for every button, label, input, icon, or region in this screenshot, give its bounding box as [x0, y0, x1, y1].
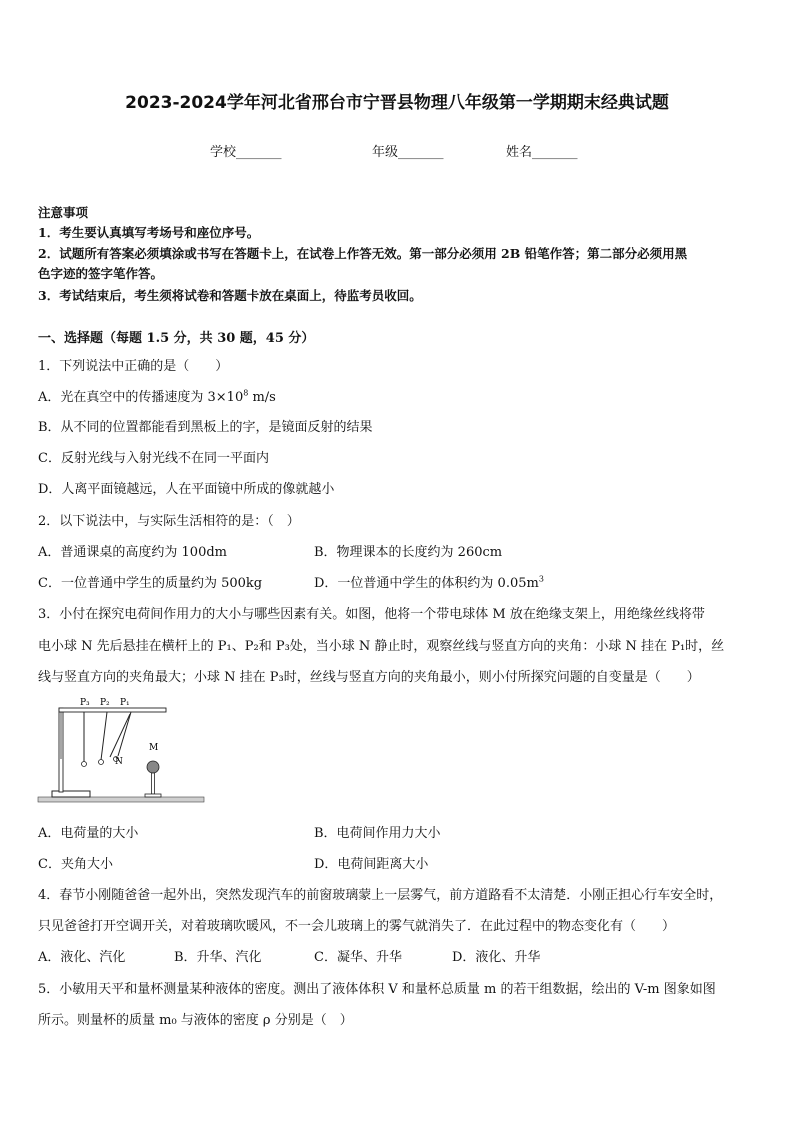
q3-option-b: B．电荷间作用力大小	[314, 826, 441, 841]
school-field: 学校_______	[210, 145, 282, 160]
q2-stem: 2．以下说法中，与实际生活相符的是：（ ）	[38, 514, 300, 529]
q1-stem: 1．下列说法中正确的是（ ）	[38, 359, 229, 374]
page-title: 2023-2024学年河北省邢台市宁晋县物理八年级第一学期期末经典试题	[125, 93, 669, 113]
q3-stem-line3: 线与竖直方向的夹角最大；小球 N 挂在 P₃时，丝线与竖直方向的夹角最小，则小付所探究问题的自变量是（ ）	[38, 670, 700, 685]
q1-option-a: A．光在真空中的传播速度为 $3\times 10^8$ m/s	[38, 388, 276, 405]
ball-m	[147, 761, 159, 773]
label-m: M	[149, 743, 159, 753]
ground-surface	[38, 797, 204, 802]
q1-option-c: C．反射光线与入射光线不在同一平面内	[38, 451, 269, 466]
note-item-3: 3．考试结束后，考生须将试卷和答题卡放在桌面上，待监考员收回。	[38, 288, 422, 303]
label-n: N	[115, 757, 123, 767]
q5-stem-line2: 所示。则量杯的质量 m₀ 与液体的密度 ρ 分别是（ ）	[38, 1013, 353, 1028]
post-base	[145, 794, 161, 797]
note-item-2-cont: 色字迹的签字笔作答。	[38, 266, 164, 281]
q2-option-d: D．一位普通中学生的体积约为 $0.05m^3$	[314, 574, 544, 591]
q3-option-d: D．电荷间距离大小	[314, 857, 429, 872]
thread-p1	[118, 712, 131, 756]
grade-field: 年级_______	[372, 145, 444, 160]
q4-option-c: C．凝华、升华	[314, 950, 402, 965]
label-p1: P₁	[120, 698, 130, 708]
thread-p2	[101, 712, 107, 760]
label-p3: P₃	[80, 698, 90, 708]
name-field: 姓名_______	[506, 145, 578, 160]
note-item-1: 1．考生要认真填写考场号和座位序号。	[38, 225, 260, 240]
q2-option-a: A．普通课桌的高度约为 100dm	[38, 545, 227, 560]
q4-option-b: B．升华、汽化	[174, 950, 262, 965]
q1-option-d: D．人离平面镜越远，人在平面镜中所成的像就越小	[38, 482, 335, 497]
insulating-post	[152, 773, 155, 794]
q5-stem-line1: 5．小敏用天平和量杯测量某种液体的密度。测出了液体体积 V 和量杯总质量 m 的若干组数据，绘出的 V-m 图象如图	[38, 982, 716, 997]
q4-option-d: D．液化、升华	[452, 950, 541, 965]
notes-heading: 注意事项	[38, 205, 89, 220]
ball-n-p3	[82, 762, 87, 767]
q3-figure	[36, 694, 206, 806]
q3-stem-line2: 电小球 N 先后悬挂在横杆上的 P₁、P₂和 P₃处，当小球 N 静止时，观察丝线与竖直方向的夹角：小球 N 挂在 P₁时，丝	[38, 639, 725, 654]
label-p2: P₂	[100, 698, 110, 708]
q2-option-b: B．物理课本的长度约为 260cm	[314, 545, 503, 560]
stand-base	[52, 791, 90, 797]
q3-stem-line1: 3．小付在探究电荷间作用力的大小与哪些因素有关。如图，他将一个带电球体 M 放在绝缘支架上，用绝缘丝线将带	[38, 607, 705, 622]
section-heading: 一、选择题（每题 1.5 分，共 30 题，45 分）	[38, 331, 315, 346]
q4-stem-line2: 只见爸爸打开空调开关，对着玻璃吹暖风，不一会儿玻璃上的雾气就消失了．在此过程中的物态变化有（ ）	[38, 919, 676, 934]
ball-n-p2	[99, 760, 104, 765]
q3-option-c: C．夹角大小	[38, 857, 113, 872]
q4-stem-line1: 4．春节小刚随爸爸一起外出，突然发现汽车的前窗玻璃蒙上一层雾气，前方道路看不太清楚．小刚正担心行车安全时，	[38, 888, 723, 903]
cross-bar	[59, 708, 166, 712]
q1-option-b: B．从不同的位置都能看到黑板上的字，是镜面反射的结果	[38, 420, 373, 435]
q2-option-c: C．一位普通中学生的质量约为 500kg	[38, 576, 263, 591]
q3-option-a: A．电荷量的大小	[38, 826, 139, 841]
note-item-2: 2．试题所有答案必须填涂或书写在答题卡上，在试卷上作答无效。第一部分必须用 2B 铅笔作答；第二部分必须用黑	[38, 246, 688, 261]
q4-option-a: A．液化、汽化	[38, 950, 126, 965]
